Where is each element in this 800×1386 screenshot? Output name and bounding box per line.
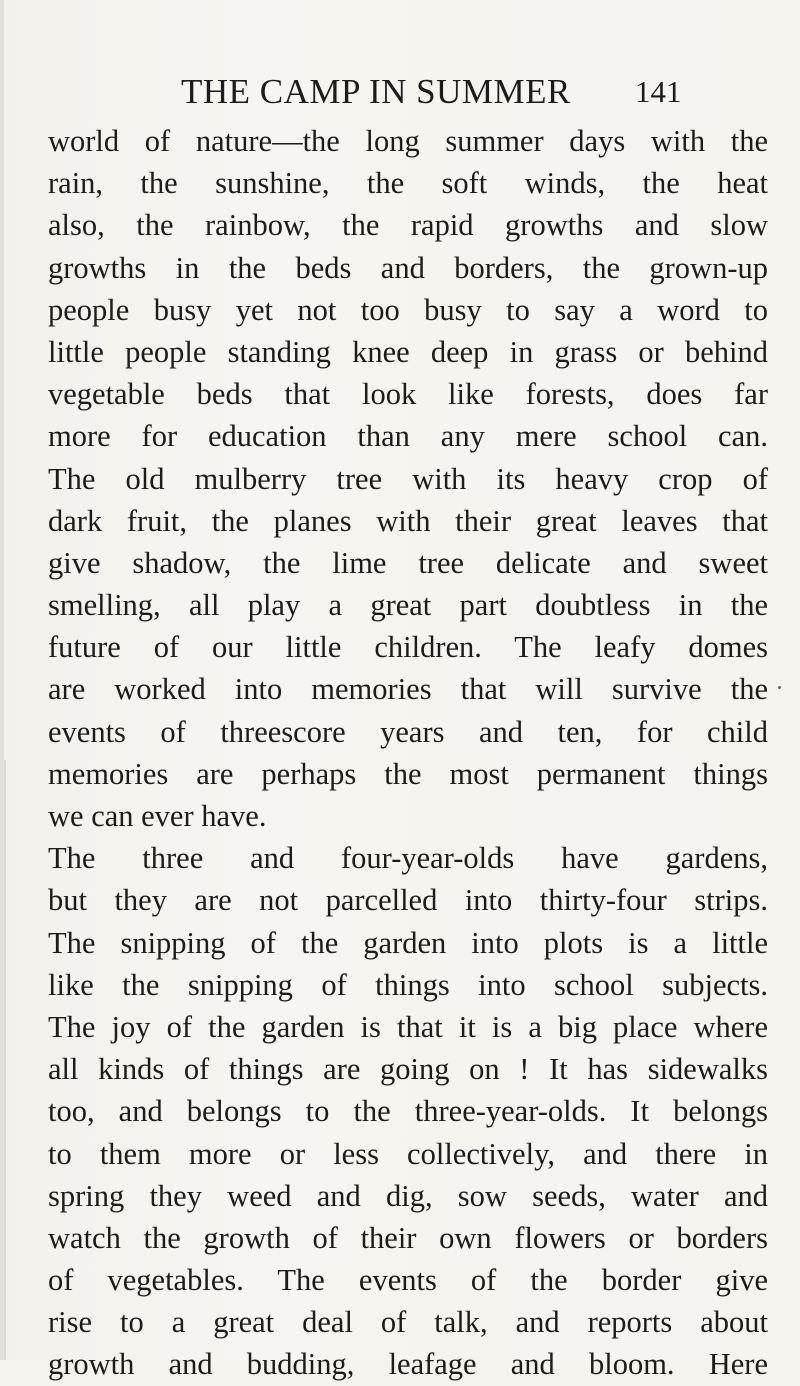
text-line: The joy of the garden is that it is a big place where — [48, 1009, 768, 1044]
text-line: all kinds of things are going on ! It has sidewalks — [48, 1052, 768, 1087]
text-line: people busy yet not too busy to say a word to — [48, 292, 768, 327]
text-line: The old mulberry tree with its heavy crop of — [48, 461, 768, 496]
text-line: more for education than any mere school can. — [48, 419, 768, 454]
text-line: rain, the sunshine, the soft winds, the heat — [48, 166, 768, 201]
text-line: memories are perhaps the most permanent things — [48, 756, 768, 791]
text-line: spring they weed and dig, sow seeds, water and — [48, 1178, 768, 1213]
text-line: are worked into memories that will survive the — [48, 672, 768, 707]
text-line: like the snipping of things into school subjects. — [48, 967, 768, 1002]
text-line: dark fruit, the planes with their great leaves that — [48, 503, 768, 538]
text-line: also, the rainbow, the rapid growths and slow — [48, 208, 768, 243]
text-line: The three and four-year-olds have gardens, — [48, 841, 768, 876]
text-line: rise to a great deal of talk, and reports about — [48, 1305, 768, 1340]
text-line: growths in the beds and borders, the grown-up — [48, 250, 768, 285]
text-line: events of threescore years and ten, for child — [48, 714, 768, 749]
text-line: future of our little children. The leafy domes — [48, 630, 768, 665]
ink-speck — [778, 686, 781, 689]
running-title: THE CAMP IN SUMMER — [181, 72, 571, 111]
page-header — [0, 72, 800, 112]
text-line: smelling, all play a great part doubtless in the — [48, 588, 768, 623]
text-line: of vegetables. The events of the border give — [48, 1263, 768, 1298]
text-line: watch the growth of their own flowers or borders — [48, 1220, 768, 1255]
text-line: The snipping of the garden into plots is a little — [48, 925, 768, 960]
page-edge-shadow — [4, 760, 6, 1360]
text-line: growth and budding, leafage and bloom. Here — [48, 1347, 768, 1382]
text-line: little people standing knee deep in grass or behind — [48, 334, 768, 369]
text-line: world of nature—the long summer days with the — [48, 124, 768, 158]
text-line: vegetable beds that look like forests, does far — [48, 377, 768, 412]
page-number: 141 — [635, 74, 682, 109]
text-line: but they are not parcelled into thirty-four strips. — [48, 883, 768, 918]
text-line: too, and belongs to the three-year-olds. It belongs — [48, 1094, 768, 1129]
text-line: to them more or less collectively, and there in — [48, 1136, 768, 1171]
text-line: we can ever have. — [48, 799, 267, 833]
body-text — [48, 120, 768, 1386]
text-line: give shadow, the lime tree delicate and sweet — [48, 545, 768, 580]
